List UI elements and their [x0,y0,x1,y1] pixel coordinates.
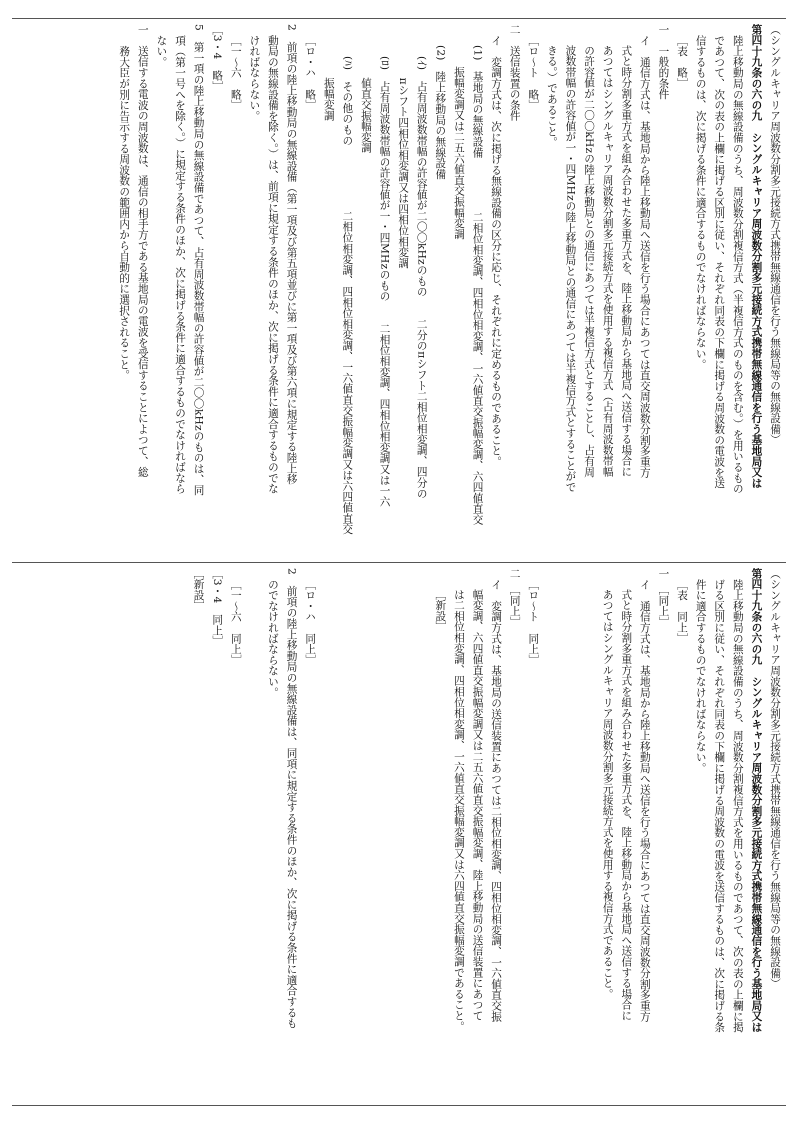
text-line: ［ロ・ハ 略］ [304,34,317,111]
text-line: 第四十九条の六の九 シングルキャリア周波数分割多元接続方式携帯無線通信を行う基地局又は [750,24,763,489]
text-line: 項（第一号へを除く。）に規定する条件のほか、次に掲げる条件に適合するものでなければなら [174,34,186,494]
text-line [412,568,431,1100]
text-line [245,568,264,1100]
text-line: イ 通信方式は、基地局から陸上移動局へ送信を行う場合にあつては直交周波数分割多重方 [638,578,651,1022]
text-line: イ 変調方式は、基地局の送信装置にあつては二相位相変調、四相位相変調、一六値直交振 [490,578,503,1022]
text-line: ［新設］ [434,589,447,633]
text-line: ［ロ・ハ 同上］ [304,578,317,665]
text-line: (1) 基地局の無線設備 二相位相変調、四相位相変調、一六値直交振幅変調、六四値直交 [471,45,484,526]
text-line [338,568,357,1100]
text-line: ければならない。 [248,34,261,121]
text-line: πシフト四相位相変調又は四相位相変調 [397,55,410,269]
text-line: ［3・4 同上］ [211,568,224,647]
text-line: ［ロ～ト 同上］ [527,578,540,665]
text-line: 一 送信する電波の周波数は、通信の相手方である基地局の電波を受信することによつて、総 [136,24,149,478]
text-line: ［ロ～ト 略］ [527,34,540,111]
current-article-title: （シングルキャリア周波数分割多元接続方式携帯無線通信を行う無線局等の無線設備） [769,568,781,990]
text-line: 陸上移動局の無線設備のうち、周波数分割複信方式を用いるものであつて、次の表の上欄に掲 [731,578,744,1033]
text-line: の許容値が二〇〇kHzの陸上移動局との通信にあつては半複信方式とすることし、占有周 [583,45,596,478]
text-line [319,568,338,1100]
text-line: 件に適合するものでなければならない。 [694,578,707,773]
text-line: 振幅変調又は二五六値直交振幅変調 [452,45,465,240]
text-line: あつてはシングルキャリア周波数分割多元接続方式を使用する複信方式（占有周波数帯幅 [601,45,614,478]
text-line: (ｲ) 占有周波数帯幅の許容値が二〇〇kHzのもの 二分のπシフト二相位相変調、四分の [415,55,428,499]
text-line: (ﾊ) その他のもの 二相位相変調、四相位相変調、一六値直交振幅変調又は六四値直交 [341,55,354,535]
text-line: (ﾛ) 占有周波数帯幅の許容値が一・四MHzのもの 二相位相変調、四相位相変調又は一六 [378,55,391,507]
text-line: 波数帯幅の許容値が一・四MHzの陸上移動局との通信にあつては半複信方式とすることがで [564,45,577,493]
text-line: 幅変調、六四値直交振幅変調又は二五六値直交振幅変調、陸上移動局の送信装置にあつて [471,589,484,1022]
text-line: イ 変調方式は、次に掲げる無線設備の区分に応じ、それぞれに定めるものであること。 [490,34,503,467]
text-line: 値直交振幅変調 [359,55,372,153]
text-line: ［一～六 略］ [229,34,242,111]
text-line: 一 ［同上］ [657,568,670,628]
text-line: は二相位相変調、四相位相変調、一六値直交振幅変調又は六四値直交振幅変調であること。 [452,589,465,1032]
text-line: ない。 [155,34,168,67]
text-line: きる。）であること。 [545,45,558,148]
text-line [375,568,394,1100]
text-line [579,568,598,1100]
revised-text-column [14,24,784,558]
text-line [356,568,375,1100]
text-line: 2 前項の陸上移動局の無線設備は、同項に規定する条件のほか、次に掲げる条件に適合するも [285,568,298,1029]
text-line: げる区別に従い、それぞれ同表の下欄に掲げる周波数の電波を送信するものは、次に掲げる条 [713,578,726,1033]
current-text-panel [14,568,784,1100]
text-line: 二 送信装置の条件 [508,24,521,122]
revised-text-panel [14,24,784,558]
text-line [394,568,413,1100]
text-line: あつてはシングルキャリア周波数分割多元接続方式を使用する複信方式であること。 [601,589,614,1000]
text-line: 務大臣が別に告示する周波数の範囲内から自動的に選択されること。 [118,34,131,381]
text-line: 振幅変調 [322,55,335,121]
text-line: 2 前項の陸上移動局の無線設備（第一項及び第五項並びに第一項及び第六項に規定する陸上移 [285,24,298,485]
text-line: ［一～六 同上］ [229,578,242,665]
revised-article-title: （シングルキャリア周波数分割多元接続方式携帯無線通信を行う無線局等の無線設備） [769,24,781,446]
text-line: のでなければならない。 [266,578,279,698]
text-line: 第四十九条の六の九 シングルキャリア周波数分割多元接続方式携帯無線通信を行う基地局又は [750,568,763,1033]
text-line: 式と時分割多重方式を組み合わせた多重方式を、陸上移動局から基地局へ送信する場合に [620,45,633,478]
text-line: 信するものは、次に掲げる条件に適合するものでなければならない。 [694,34,707,370]
text-line: 二 ［同上］ [508,568,521,628]
text-line: 一 一般的条件 [657,24,670,100]
bottom-rule [12,1105,786,1106]
text-line: であつて、次の表の上欄に掲げる区別に従い、それぞれ同表の下欄に掲げる周波数の電波を送 [713,34,726,489]
text-line [542,568,561,1100]
text-line: ［表 同上］ [676,578,689,644]
text-line: ［3・4 略］ [211,24,224,92]
middle-rule [12,562,786,563]
text-line: 陸上移動局の無線設備のうち、周波数分割複信方式（半複信方式のものを含む。）を用いるもの [731,34,744,494]
text-line: 動局の無線設備を除く。）は、前項に規定する条件のほか、次に掲げる条件に適合するものでな [266,34,279,494]
text-line: 5 第一項の陸上移動局の無線設備であつて、占有周波数帯幅の許容値が二〇〇kHzのものは、同 [192,24,205,496]
text-line: 式と時分割多重方式を組み合わせた多重方式を、陸上移動局から基地局へ送信する場合に [620,589,633,1022]
text-line: ［新設］ [192,568,205,612]
text-line: (2) 陸上移動局の無線設備 [434,45,447,180]
text-line: ［表 略］ [676,34,689,89]
text-line: イ 通信方式は、基地局から陸上移動局へ送信を行う場合にあつては直交周波数分割多重方 [638,34,651,478]
current-text-column [14,568,784,1100]
text-line [561,568,580,1100]
top-rule [12,18,786,19]
